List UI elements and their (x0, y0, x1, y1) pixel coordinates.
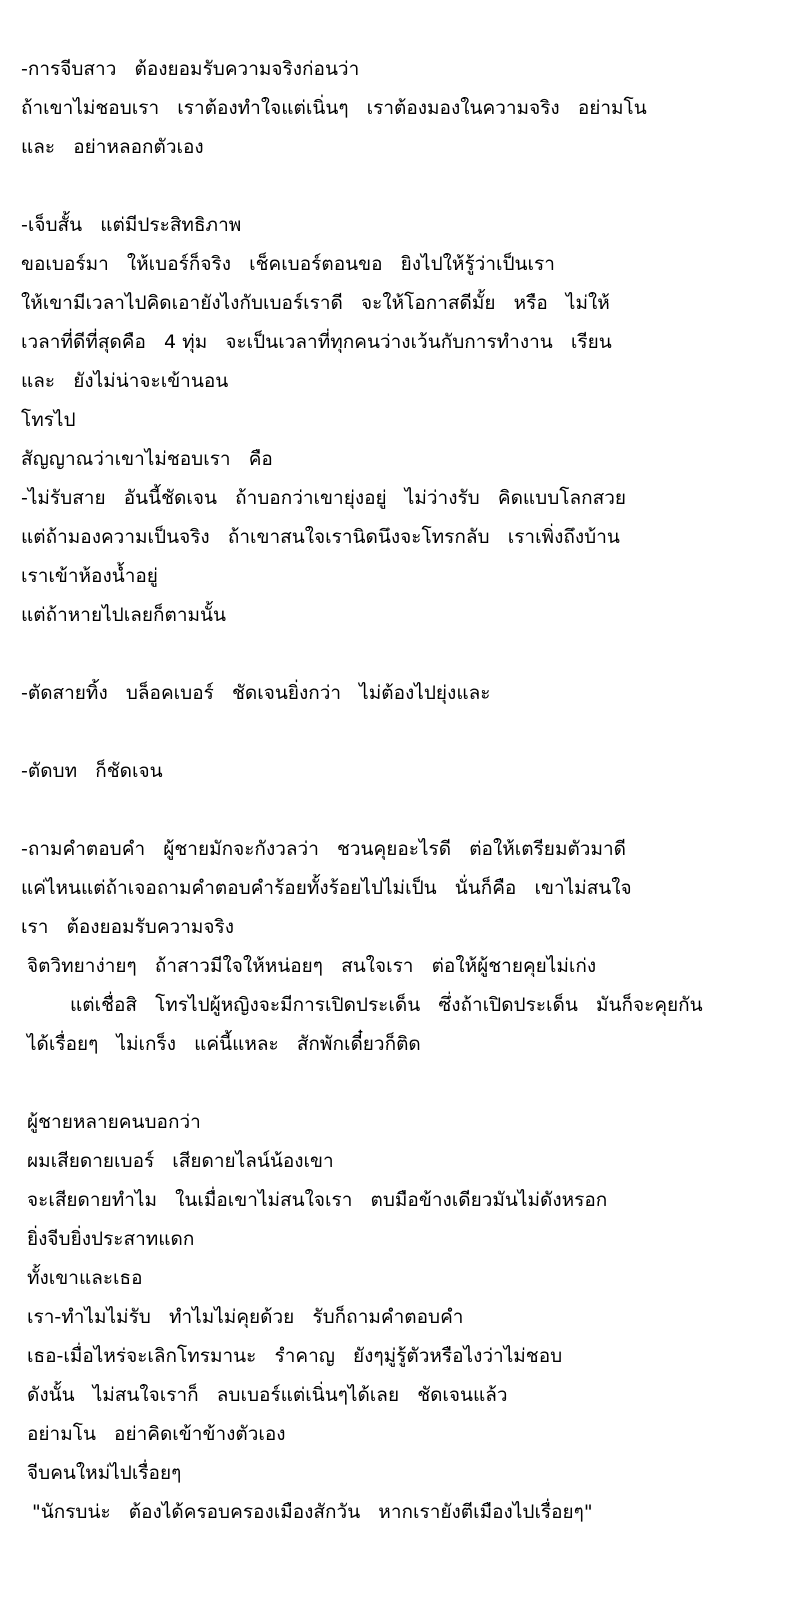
text-line: -ตัดบท ก็ชัดเจน (21, 760, 163, 782)
text-line: สัญญาณว่าเขาไม่ชอบเรา คือ (21, 448, 273, 470)
text-line: เรา ต้องยอมรับความจริง (21, 916, 235, 938)
text-line: เรา-ทำไมไม่รับ ทำไมไม่คุยด้วย รับก็ถามคำตอบคำ (27, 1306, 464, 1328)
text-line: จีบคนใหม่ไปเรื่อยๆ (27, 1462, 182, 1484)
text-line: และ อย่าหลอกตัวเอง (21, 136, 204, 158)
text-line: -ไม่รับสาย อันนี้ชัดเจน ถ้าบอกว่าเขายุ่งอยู่ ไม่ว่างรับ คิดแบบโลกสวย (21, 487, 627, 509)
text-line: และ ยังไม่น่าจะเข้านอน (21, 370, 229, 392)
text-line: เวลาที่ดีที่สุดคือ 4 ทุ่ม จะเป็นเวลาที่ทุกคนว่างเว้นกับการทำงาน เรียน (21, 331, 612, 353)
text-line: แต่เชื่อสิ โทรไปผู้หญิงจะมีการเปิดประเด็น ซึ่งถ้าเปิดประเด็น มันก็จะคุยกัน (70, 994, 703, 1016)
text-line: แค่ไหนแต่ถ้าเจอถามคำตอบคำร้อยทั้งร้อยไปไม่เป็น นั่นก็คือ เขาไม่สนใจ (21, 877, 632, 899)
text-line: -การจีบสาว ต้องยอมรับความจริงก่อนว่า (21, 58, 360, 80)
text-line: ผมเสียดายเบอร์ เสียดายไลน์น้องเขา (27, 1150, 334, 1172)
text-line: ให้เขามีเวลาไปคิดเอายังไงกับเบอร์เราดี จะให้โอกาสดีมั้ย หรือ ไม่ให้ (21, 292, 610, 314)
text-line: ได้เรื่อยๆ ไม่เกร็ง แค่นี้แหละ สักพักเดี๋ยวก็ติด (27, 1033, 421, 1055)
text-line: อย่ามโน อย่าคิดเข้าข้างตัวเอง (27, 1423, 286, 1445)
text-line: -เจ็บสั้น แต่มีประสิทธิภาพ (21, 214, 242, 236)
text-line: ทั้งเขาและเธอ (27, 1267, 143, 1289)
text-line: จิตวิทยาง่ายๆ ถ้าสาวมีใจให้หน่อยๆ สนใจเรา ต่อให้ผู้ชายคุยไม่เก่ง (27, 955, 597, 977)
text-line: ดังนั้น ไม่สนใจเราก็ ลบเบอร์แต่เนิ่นๆได้เลย ชัดเจนแล้ว (27, 1384, 508, 1406)
text-line: แต่ถ้าหายไปเลยก็ตามนั้น (21, 604, 226, 626)
text-line: โทรไป (21, 409, 76, 431)
text-line: เราเข้าห้องน้ำอยู่ (21, 565, 158, 587)
text-line: ผู้ชายหลายคนบอกว่า (27, 1111, 201, 1133)
text-line: ถ้าเขาไม่ชอบเรา เราต้องทำใจแต่เนิ่นๆ เราต้องมองในความจริง อย่ามโน (21, 97, 647, 119)
text-line: จะเสียดายทำไม ในเมื่อเขาไม่สนใจเรา ตบมือข้างเดียวมันไม่ดังหรอก (27, 1189, 608, 1211)
text-line: ยิ่งจีบยิ่งประสาทแดก (27, 1228, 195, 1250)
text-line: ขอเบอร์มา ให้เบอร์ก็จริง เช็คเบอร์ตอนขอ ยิงไปให้รู้ว่าเป็นเรา (21, 253, 555, 275)
text-line: แต่ถ้ามองความเป็นจริง ถ้าเขาสนใจเรานิดนึงจะโทรกลับ เราเพิ่งถึงบ้าน (21, 526, 620, 548)
text-line: -ถามคำตอบคำ ผู้ชายมักจะกังวลว่า ชวนคุยอะไรดี ต่อให้เตรียมตัวมาดี (21, 838, 627, 860)
text-line: -ตัดสายทิ้ง บล็อคเบอร์ ชัดเจนยิ่งกว่า ไม่ต้องไปยุ่งและ (21, 682, 491, 704)
text-line: เธอ-เมื่อไหร่จะเลิกโทรมานะ รำคาญ ยังๆมู่รู้ตัวหรือไงว่าไม่ชอบ (27, 1345, 563, 1367)
quote-line: "นักรบน่ะ ต้องได้ครอบครองเมืองสักวัน หากเรายังตีเมืองไปเรื่อยๆ" (32, 1501, 593, 1523)
